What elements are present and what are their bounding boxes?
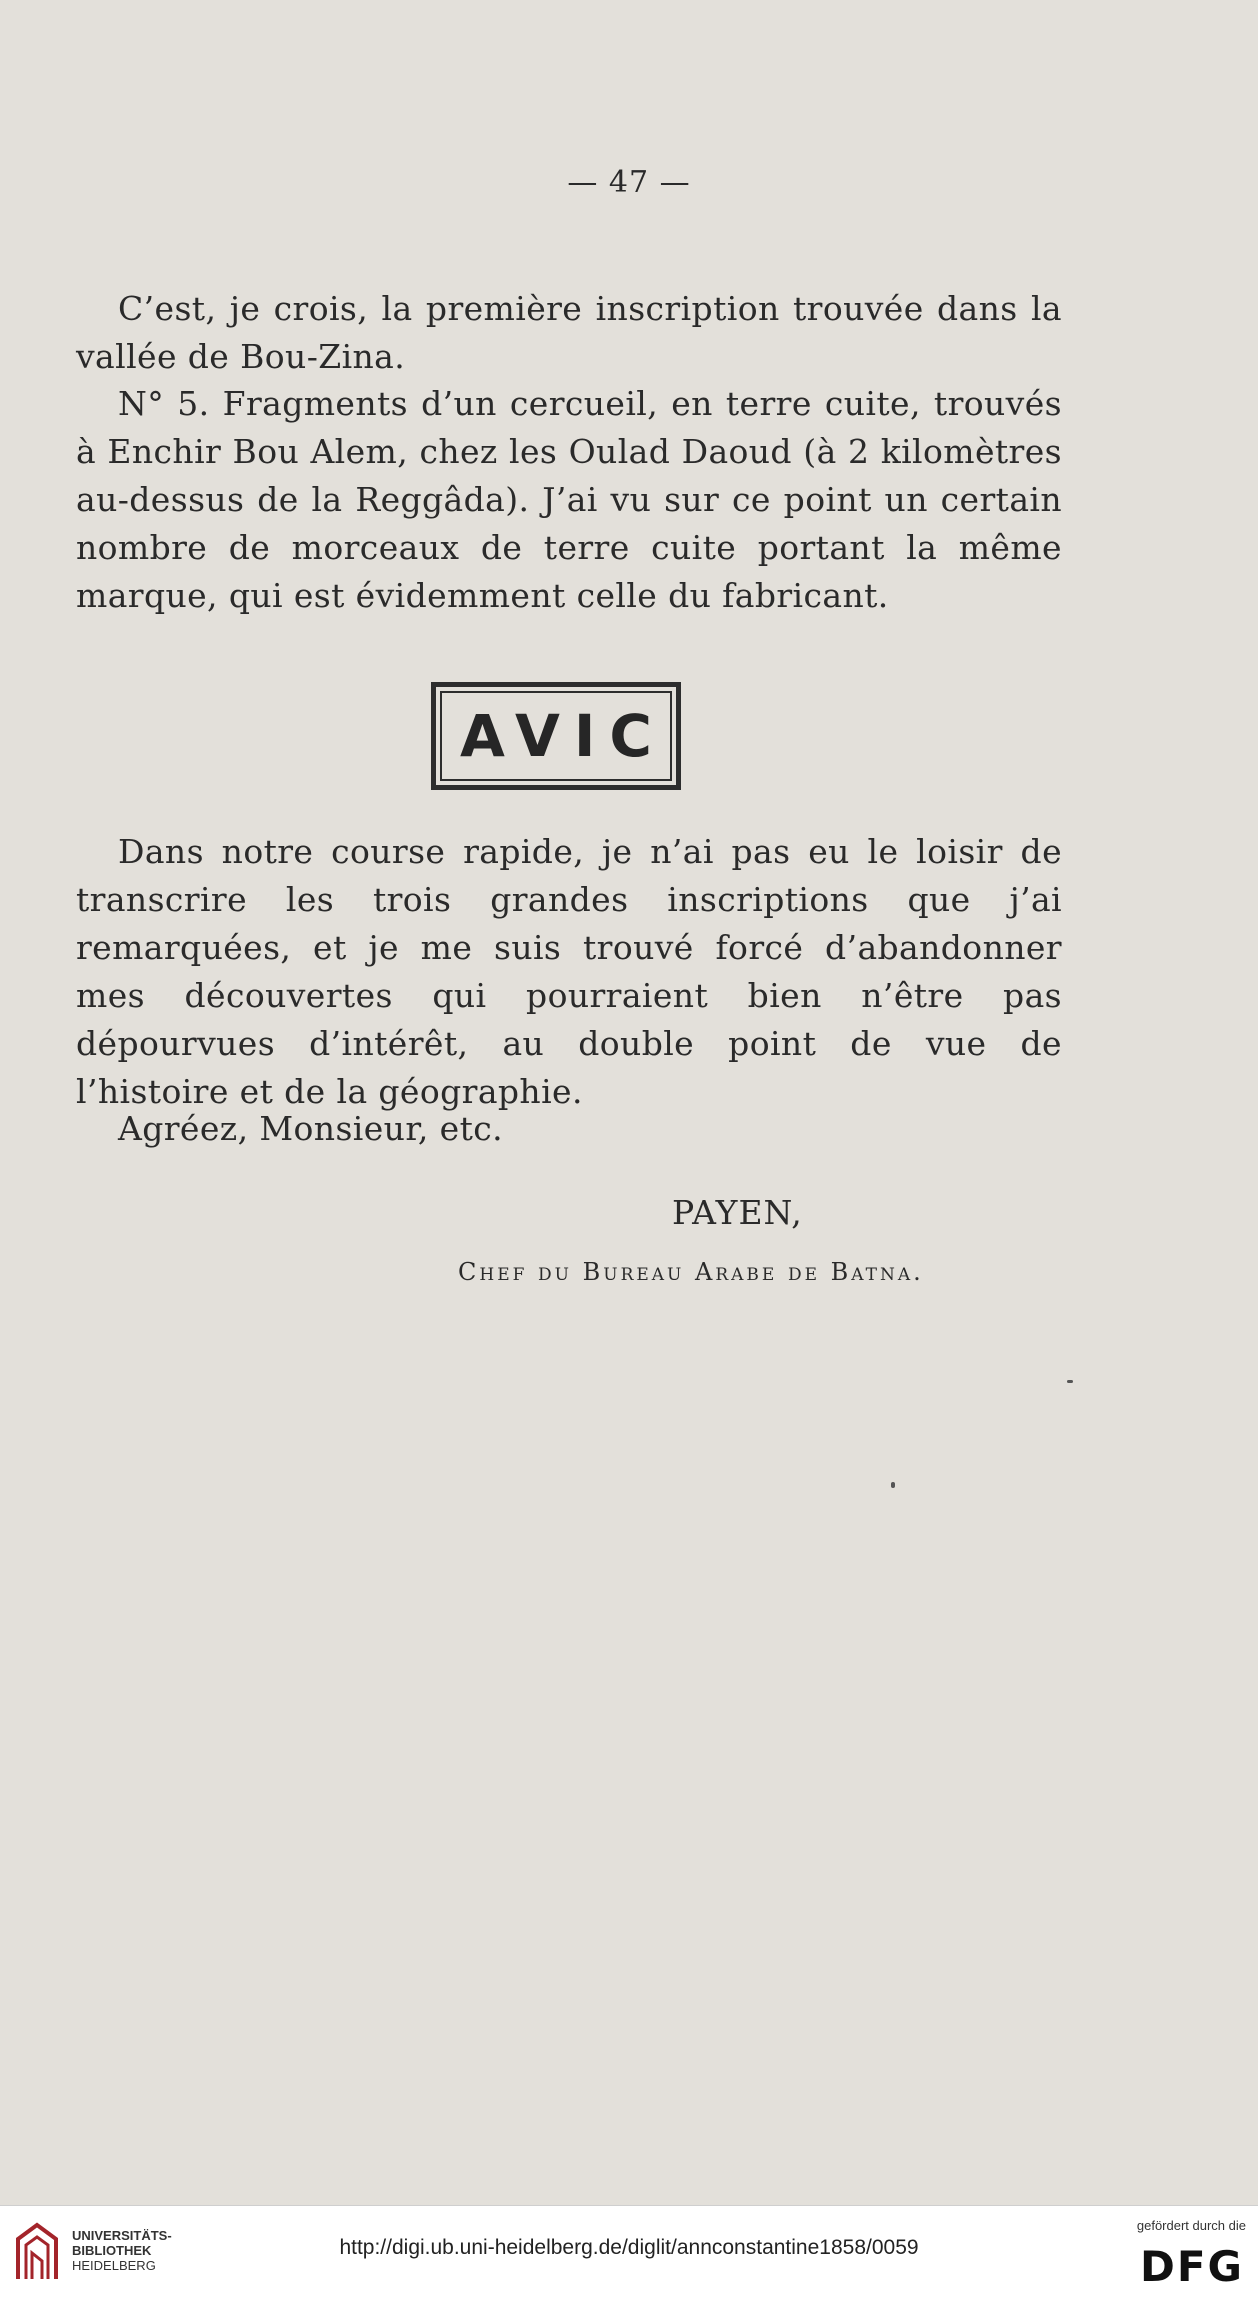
funded-by-label: gefördert durch die [1136, 2218, 1246, 2233]
signature: PAYEN, [672, 1193, 803, 1232]
stamp-text: AVIC [460, 702, 666, 770]
paragraph-2-text: N° 5. Fragments d’un cercueil, en terre cuite, trouvés à Enchir Bou Alem, chez les Oulad Daoud (à 2 kilomètres au-dessus de la Reggâda). J’ai vu sur ce point un certain nombre de morceaux de terre cuite portant la même marque, qui est évidemment celle du fabricant. [76, 384, 1062, 615]
signature-title: Chef du Bureau Arabe de Batna. [458, 1258, 924, 1286]
paragraph-1-text: C’est, je crois, la première inscription trouvée dans la vallée de Bou-Zina. [76, 289, 1062, 376]
library-name-line-2: BIBLIOTHEK [72, 2243, 152, 2258]
closing-salutation: Agréez, Monsieur, etc. [118, 1109, 504, 1148]
paragraph-4 [76, 1105, 1062, 1153]
library-name-line-1: UNIVERSITÄTS- [72, 2228, 172, 2243]
paper-speck [891, 1482, 895, 1488]
paragraph-3 [76, 828, 1062, 1116]
paragraph-2 [76, 380, 1062, 620]
permalink-url[interactable]: http://digi.ub.uni-heidelberg.de/diglit/annconstantine1858/0059 [339, 2236, 919, 2259]
dfg-logo[interactable]: DFG [1139, 2242, 1244, 2291]
potter-stamp [431, 682, 681, 790]
library-name-line-3: HEIDELBERG [72, 2258, 156, 2273]
footer-bar [0, 2205, 1258, 2298]
page-number: — 47 — [567, 165, 691, 200]
paragraph-3-text: Dans notre course rapide, je n’ai pas eu le loisir de transcrire les trois grandes inscriptions que j’ai remarquées, et je me suis trouvé forcé d’abandonner mes découvertes qui pourraient bien n’être pas dépourvues d’intérêt, au double point de vue de l’histoire et de la géographie. [76, 832, 1062, 1111]
paragraph-1 [76, 285, 1062, 381]
paper-speck [1067, 1380, 1073, 1383]
